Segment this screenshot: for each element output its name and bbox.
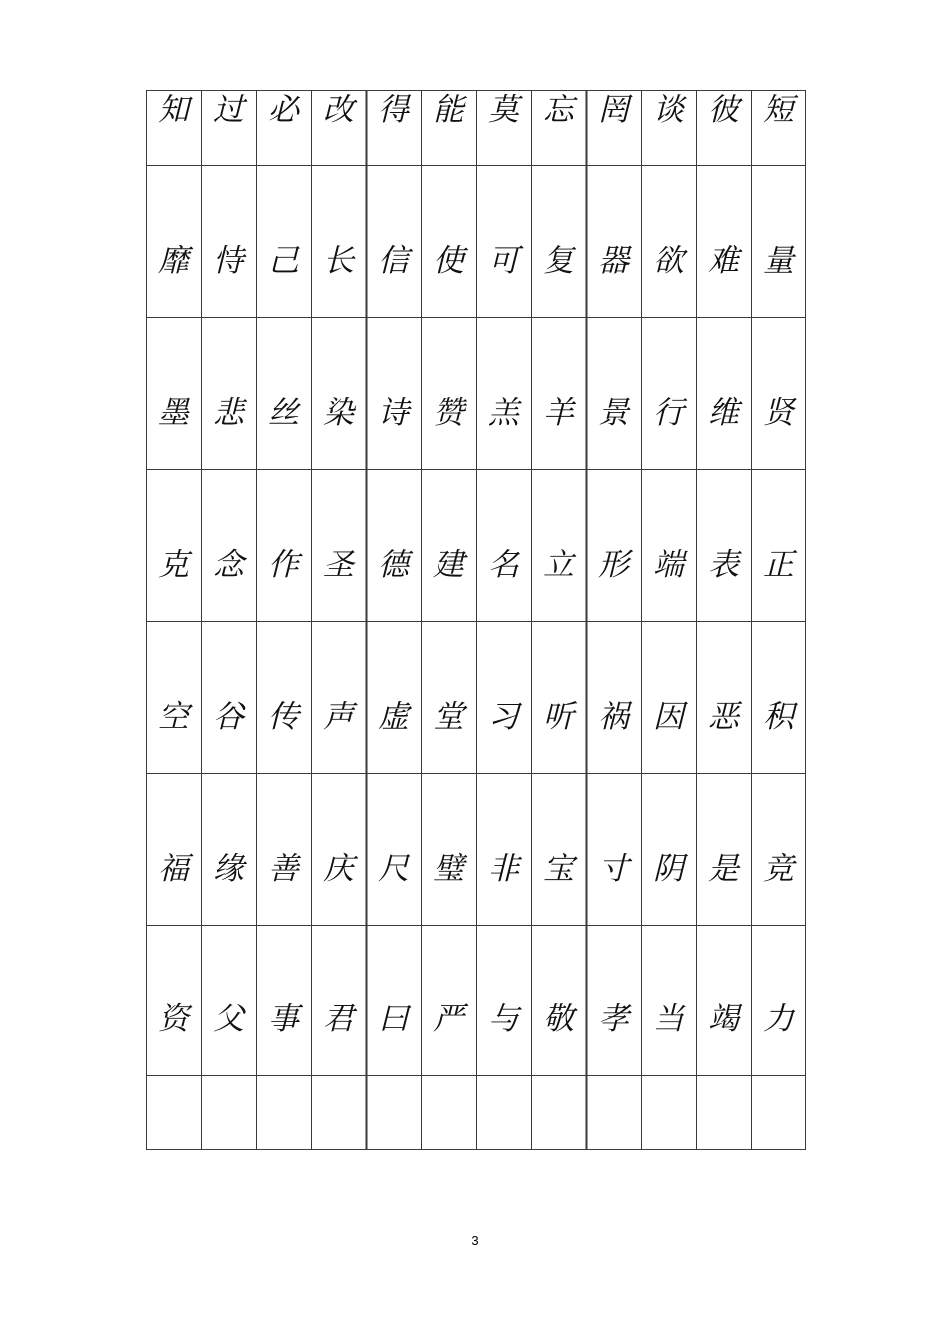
practice-character: 尺 — [378, 851, 409, 887]
practice-character: 罔 — [598, 92, 629, 128]
practice-character: 名 — [488, 547, 519, 583]
practice-character: 染 — [323, 395, 354, 431]
practice-character: 量 — [763, 243, 794, 279]
practice-character: 己 — [268, 243, 299, 279]
practice-character: 念 — [213, 547, 244, 583]
practice-character: 难 — [708, 243, 739, 279]
practice-character: 福 — [158, 851, 189, 887]
copybook-grid — [146, 90, 806, 1150]
practice-character: 谈 — [653, 92, 684, 128]
practice-character: 听 — [543, 699, 574, 735]
practice-character: 莫 — [488, 92, 519, 128]
practice-character: 使 — [433, 243, 464, 279]
practice-character: 非 — [488, 851, 519, 887]
practice-character: 彼 — [708, 92, 739, 128]
practice-character: 恃 — [213, 243, 244, 279]
practice-character: 德 — [378, 547, 409, 583]
practice-character: 过 — [213, 92, 244, 128]
practice-character: 虚 — [378, 699, 409, 735]
practice-character: 贤 — [763, 395, 794, 431]
practice-character: 与 — [488, 1001, 519, 1037]
practice-character: 器 — [598, 243, 629, 279]
practice-character: 圣 — [323, 547, 354, 583]
practice-character: 竭 — [708, 1001, 739, 1037]
practice-character: 习 — [488, 699, 519, 735]
practice-character: 羔 — [488, 395, 519, 431]
practice-character: 璧 — [433, 851, 464, 887]
practice-character: 力 — [763, 1001, 794, 1037]
practice-character: 善 — [268, 851, 299, 887]
practice-character: 悲 — [213, 395, 244, 431]
practice-character: 因 — [653, 699, 684, 735]
practice-character: 能 — [433, 92, 464, 128]
practice-character: 阴 — [653, 851, 684, 887]
practice-character: 恶 — [708, 699, 739, 735]
practice-character: 羊 — [543, 395, 574, 431]
practice-character: 曰 — [378, 1001, 409, 1037]
practice-character: 得 — [378, 92, 409, 128]
practice-character: 信 — [378, 243, 409, 279]
practice-character: 短 — [763, 92, 794, 128]
practice-character: 赞 — [433, 395, 464, 431]
practice-character: 景 — [598, 395, 629, 431]
page-number: 3 — [471, 1233, 479, 1248]
practice-character: 堂 — [433, 699, 464, 735]
practice-character: 改 — [323, 92, 354, 128]
practice-character: 父 — [213, 1001, 244, 1037]
practice-character: 孝 — [598, 1001, 629, 1037]
practice-character: 立 — [543, 547, 574, 583]
practice-character: 靡 — [158, 243, 189, 279]
practice-character: 寸 — [598, 851, 629, 887]
practice-character: 行 — [653, 395, 684, 431]
practice-character: 宝 — [543, 851, 574, 887]
practice-character: 传 — [268, 699, 299, 735]
practice-character: 是 — [708, 851, 739, 887]
practice-character: 端 — [653, 547, 684, 583]
practice-character: 作 — [268, 547, 299, 583]
practice-character: 墨 — [158, 395, 189, 431]
practice-character: 积 — [763, 699, 794, 735]
practice-character: 克 — [158, 547, 189, 583]
practice-character: 形 — [598, 547, 629, 583]
practice-character: 谷 — [213, 699, 244, 735]
practice-character: 复 — [543, 243, 574, 279]
practice-character: 空 — [158, 699, 189, 735]
practice-character: 表 — [708, 547, 739, 583]
practice-character: 严 — [433, 1001, 464, 1037]
practice-character: 必 — [268, 92, 299, 128]
practice-character: 正 — [763, 547, 794, 583]
practice-character: 诗 — [378, 395, 409, 431]
practice-character: 竞 — [763, 851, 794, 887]
practice-character: 知 — [158, 92, 189, 128]
practice-character: 欲 — [653, 243, 684, 279]
practice-character: 可 — [488, 243, 519, 279]
practice-character: 敬 — [543, 1001, 574, 1037]
practice-character: 庆 — [323, 851, 354, 887]
practice-character: 忘 — [543, 92, 574, 128]
practice-character: 建 — [433, 547, 464, 583]
practice-character: 维 — [708, 395, 739, 431]
practice-character: 丝 — [268, 395, 299, 431]
practice-character: 长 — [323, 243, 354, 279]
practice-character: 君 — [323, 1001, 354, 1037]
practice-character: 祸 — [598, 699, 629, 735]
practice-character: 缘 — [213, 851, 244, 887]
practice-character: 当 — [653, 1001, 684, 1037]
practice-character: 资 — [158, 1001, 189, 1037]
practice-character: 声 — [323, 699, 354, 735]
practice-character: 事 — [268, 1001, 299, 1037]
